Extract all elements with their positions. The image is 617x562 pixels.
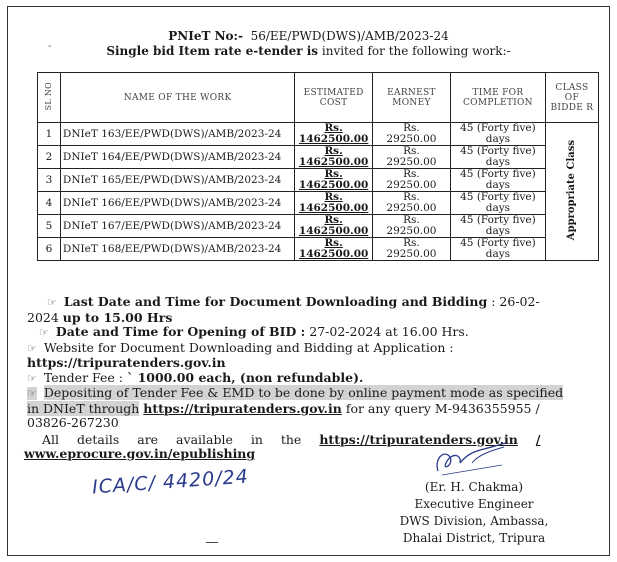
row-earnest-money: Rs. 29250.00 (372, 192, 450, 215)
table-row (38, 192, 599, 215)
table-header-row (38, 73, 599, 123)
tender-subheading (8, 44, 609, 58)
table-body (38, 123, 599, 261)
row-sl-no: 1 (38, 123, 61, 146)
note-opening (27, 325, 567, 341)
last-date-label: Last Date and Time for Document Downloading and Bidding (63, 294, 488, 309)
fee-value: ` 1000.00 each, (non refundable). (126, 369, 364, 385)
subheading-rest: invited for the following work:- (321, 44, 511, 58)
pniet-label: PNIeT No:- (168, 29, 243, 43)
opening-value: 27-02-2024 at 16.00 Hrs. (309, 324, 469, 339)
pniet-number: 56/EE/PWD(DWS)/AMB/2023-24 (250, 29, 449, 43)
pointer-icon: ☞ (39, 326, 49, 339)
signatory-division: DWS Division, Ambassa, (399, 514, 549, 528)
table-row (38, 215, 599, 238)
row-estimated-cost: Rs. 1462500.00 (295, 146, 373, 169)
table-row (38, 123, 599, 146)
row-class-of-bidder: Appropriate Class (545, 123, 598, 261)
signatory-district: Dhalai District, Tripura (402, 531, 546, 545)
row-work-name: DNIeT 165/EE/PWD(DWS)/AMB/2023-24 (60, 169, 294, 192)
last-date-time: up to 15.00 Hrs (62, 309, 173, 325)
opening-label: Date and Time for Opening of BID : (55, 324, 306, 339)
row-work-name: DNIeT 166/EE/PWD(DWS)/AMB/2023-24 (60, 192, 294, 215)
note-last-date (27, 295, 567, 325)
row-earnest-money: Rs. 29250.00 (372, 169, 450, 192)
row-sl-no: 2 (38, 146, 61, 169)
row-work-name: DNIeT 164/EE/PWD(DWS)/AMB/2023-24 (60, 146, 294, 169)
details-url-eprocure[interactable]: www.eprocure.gov.in/epublishing (24, 446, 256, 461)
stray-mark: - (48, 41, 52, 52)
col-class-of-bidder: CLASS OF BIDDE R (545, 73, 598, 123)
row-time-for-completion: 45 (Forty five) days (451, 238, 546, 261)
note-fee (27, 371, 567, 387)
row-sl-no: 6 (38, 238, 61, 261)
row-estimated-cost: Rs. 1462500.00 (295, 123, 373, 146)
pointer-icon: ☞ (27, 371, 37, 385)
handwritten-reference: ICA/C/ 4420/24 (91, 465, 250, 499)
row-time-for-completion: 45 (Forty five) days (451, 123, 546, 146)
website-url[interactable]: https://tripuratenders.gov.in (27, 355, 226, 370)
website-text: Website for Document Downloading and Bidding at Application : (43, 339, 454, 355)
table-row (38, 169, 599, 192)
stray-line (206, 542, 218, 543)
fee-label: Tender Fee : (43, 369, 123, 385)
row-earnest-money: Rs. 29250.00 (372, 146, 450, 169)
col-time-for-completion: TIME FOR COMPLETION (451, 73, 546, 123)
row-estimated-cost: Rs. 1462500.00 (295, 215, 373, 238)
row-sl-no: 3 (38, 169, 61, 192)
col-sl-no: SL NO (38, 73, 61, 123)
note-deposit (27, 386, 567, 431)
subheading-bold: Single bid Item rate e-tender is (106, 44, 319, 58)
row-earnest-money: Rs. 29250.00 (372, 238, 450, 261)
details-prefix: All details are available in the (42, 432, 302, 447)
row-time-for-completion: 45 (Forty five) days (451, 146, 546, 169)
row-estimated-cost: Rs. 1462500.00 (295, 169, 373, 192)
col-name-of-work: NAME OF THE WORK (60, 73, 294, 123)
signature-scribble (432, 441, 512, 481)
pointer-icon: ☞ (27, 387, 37, 400)
row-sl-no: 5 (38, 215, 61, 238)
pointer-icon: ☞ (47, 296, 57, 309)
row-sl-no: 4 (38, 192, 61, 215)
last-date-value: : 26-02-2024 (27, 294, 540, 325)
row-estimated-cost: Rs. 1462500.00 (295, 192, 373, 215)
col-earnest-money: EARNEST MONEY (372, 73, 450, 123)
row-time-for-completion: 45 (Forty five) days (451, 215, 546, 238)
row-time-for-completion: 45 (Forty five) days (451, 169, 546, 192)
tender-notice-page (7, 6, 610, 556)
pointer-icon: ☞ (27, 341, 37, 355)
details-slash: / (535, 432, 541, 447)
tender-notes (27, 295, 567, 431)
signatory-title: Executive Engineer (414, 497, 534, 511)
table-row (38, 146, 599, 169)
row-work-name: DNIeT 167/EE/PWD(DWS)/AMB/2023-24 (60, 215, 294, 238)
signature-block (354, 479, 594, 547)
note-website (27, 341, 567, 371)
signatory-name: (Er. H. Chakma) (424, 480, 524, 494)
pniet-heading (8, 29, 609, 43)
row-work-name: DNIeT 168/EE/PWD(DWS)/AMB/2023-24 (60, 238, 294, 261)
deposit-suffix: for any query M-9436355955 / 03826-267230 (27, 400, 540, 430)
col-estimated-cost: ESTIMATED COST (295, 73, 373, 123)
row-earnest-money: Rs. 29250.00 (372, 215, 450, 238)
row-time-for-completion: 45 (Forty five) days (451, 192, 546, 215)
row-work-name: DNIeT 163/EE/PWD(DWS)/AMB/2023-24 (60, 123, 294, 146)
row-estimated-cost: Rs. 1462500.00 (295, 238, 373, 261)
details-url-tripura[interactable]: https://tripuratenders.gov.in (319, 432, 518, 447)
row-earnest-money: Rs. 29250.00 (372, 123, 450, 146)
works-table (37, 72, 599, 261)
table-row (38, 238, 599, 261)
deposit-text: Depositing of Tender Fee & EMD to be done by online payment mode as specified in DNIeT through (27, 385, 564, 416)
deposit-url[interactable]: https://tripuratenders.gov.in (143, 400, 342, 416)
